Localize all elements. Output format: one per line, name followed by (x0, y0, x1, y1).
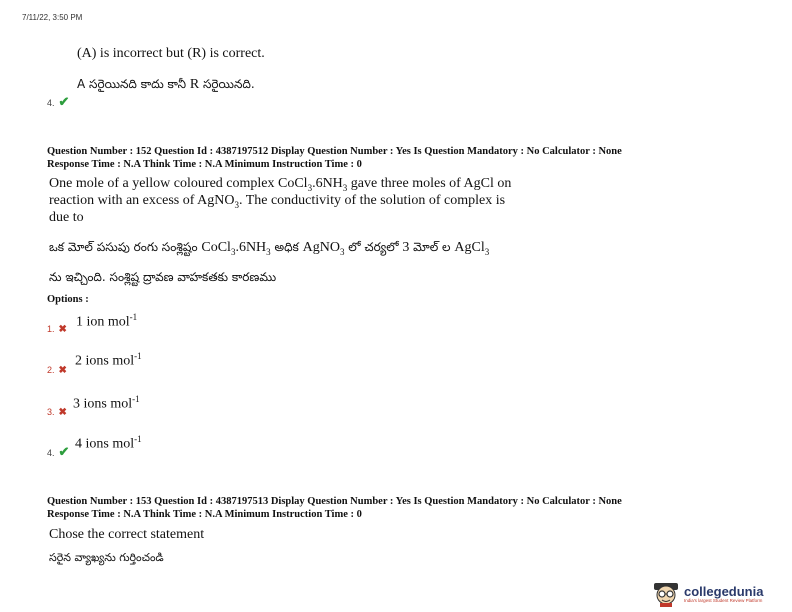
option-1-label: 1 ion mol (76, 314, 130, 330)
q152-te-l1-formula3 (454, 240, 489, 255)
q152-meta-line1: Question Number : 152 Question Id : 4387197512 Display Question Number : Yes Is Question Mandatory : No Calculator : None (47, 146, 622, 157)
prev-option-text-te (77, 77, 255, 94)
logo-text-block (684, 585, 763, 604)
prev-option-en: (A) is incorrect but (R) is correct. (77, 46, 265, 61)
q152-en-l1-end: gave three moles of AgCl on (347, 176, 512, 191)
option-3-marker (47, 402, 67, 420)
option-4-marker (47, 443, 69, 461)
option-3-sup: -1 (132, 394, 140, 404)
q152-en-l1-sub1: 3 (307, 182, 313, 193)
option-4-label: 4 ions mol (75, 436, 135, 452)
q152-te-l1-h: మోల్ ల (409, 240, 455, 254)
q152-question-en-line3: due to (49, 210, 84, 225)
q152-te-l1-e: AgNO (302, 240, 340, 255)
mascot-icon (651, 581, 681, 607)
option-3-number: 3. (47, 407, 55, 417)
q152-question-en-line1 (49, 176, 511, 193)
option-4-text (75, 434, 142, 453)
prev-option-te-mid: R (189, 77, 200, 92)
q152-te-l1-b: CoCl (201, 240, 231, 255)
q153-meta-line1: Question Number : 153 Question Id : 4387197513 Display Question Number : Yes Is Question Mandatory : No Calculator : None (47, 496, 622, 507)
option-3-text (73, 394, 140, 413)
option-2-text (75, 351, 142, 370)
prev-option-te-suffix: సరైయినది. (199, 77, 255, 91)
prev-option-te-prefix: A సరైయినది కాదు కానీ (77, 77, 190, 91)
q152-en-l1-sub2: 3 (342, 182, 348, 193)
q152-en-l1-mid: .6NH (312, 176, 343, 191)
q152-question-en-line2 (49, 193, 505, 210)
q152-meta-line2: Response Time : N.A Think Time : N.A Minimum Instruction Time : 0 (47, 159, 362, 170)
q152-te-l1-g: 3 (402, 240, 410, 255)
logo-tagline: India's largest Student Review Platform (684, 597, 763, 603)
option-3-label: 3 ions mol (73, 396, 133, 412)
option-1-marker (47, 319, 67, 337)
q152-te-l1-d: అధిక (270, 240, 303, 254)
option-2-number: 2. (47, 365, 55, 375)
collegedunia-logo (651, 581, 763, 607)
q152-te-l1-sub3: 3 (339, 246, 345, 257)
correct-check-icon: ✔ (58, 444, 70, 459)
q152-te-l1-formula2 (303, 240, 345, 255)
q152-te-l1-sub2: 3 (266, 246, 271, 257)
q152-te-l1-f: లో చర్యలో (344, 240, 403, 254)
q152-en-l2-b: . The conductivity of the solution of complex is (238, 193, 506, 208)
prev-option-number: 4. (47, 98, 55, 108)
prev-option-text-en (77, 46, 265, 62)
wrong-cross-icon: ✖ (58, 324, 67, 335)
option-4-sup: -1 (134, 434, 142, 444)
q152-te-l1-formula1 (201, 240, 270, 255)
wrong-cross-icon: ✖ (58, 407, 67, 418)
q152-te-l1-c: .6NH (235, 240, 267, 255)
correct-check-icon: ✔ (58, 94, 70, 109)
option-2-marker (47, 360, 67, 378)
logo-title: collegedunia (684, 583, 764, 599)
q153-question-te: సరైన వ్యాఖ్యను గుర్తించండి (49, 551, 164, 564)
wrong-cross-icon: ✖ (58, 365, 67, 376)
q152-en-l2-a: reaction with an excess of AgNO (49, 193, 235, 208)
q153-question-en: Chose the correct statement (49, 527, 205, 542)
print-timestamp: 7/11/22, 3:50 PM (22, 13, 83, 22)
q152-question-te-line1 (49, 240, 489, 257)
q152-te-l1-i: AgCl (454, 240, 485, 255)
prev-option-marker (47, 93, 69, 111)
option-1-number: 1. (47, 324, 55, 334)
q153-meta-line2: Response Time : N.A Think Time : N.A Minimum Instruction Time : 0 (47, 509, 362, 520)
q152-te-l1-sub1: 3 (230, 246, 236, 257)
q152-en-l1-a: One mole of a yellow coloured complex CoCl (49, 176, 308, 191)
option-1-sup: -1 (129, 312, 138, 322)
option-2-sup: -1 (134, 351, 142, 361)
option-2-label: 2 ions mol (75, 353, 135, 369)
q152-en-l2-sub: 3 (234, 199, 239, 210)
q152-question-te-line2: ను ఇచ్చింది. సంశ్లిష్ట ద్రావణ వాహకతకు కారణము (49, 270, 277, 284)
q152-te-l1-sub4: 3 (484, 246, 490, 257)
q152-te-l1-a: ఒక మోల్ పసుపు రంగు సంశ్లిష్టం (49, 240, 202, 254)
option-1-text (76, 312, 137, 331)
option-4-number: 4. (47, 448, 55, 458)
options-label: Options : (47, 294, 89, 305)
